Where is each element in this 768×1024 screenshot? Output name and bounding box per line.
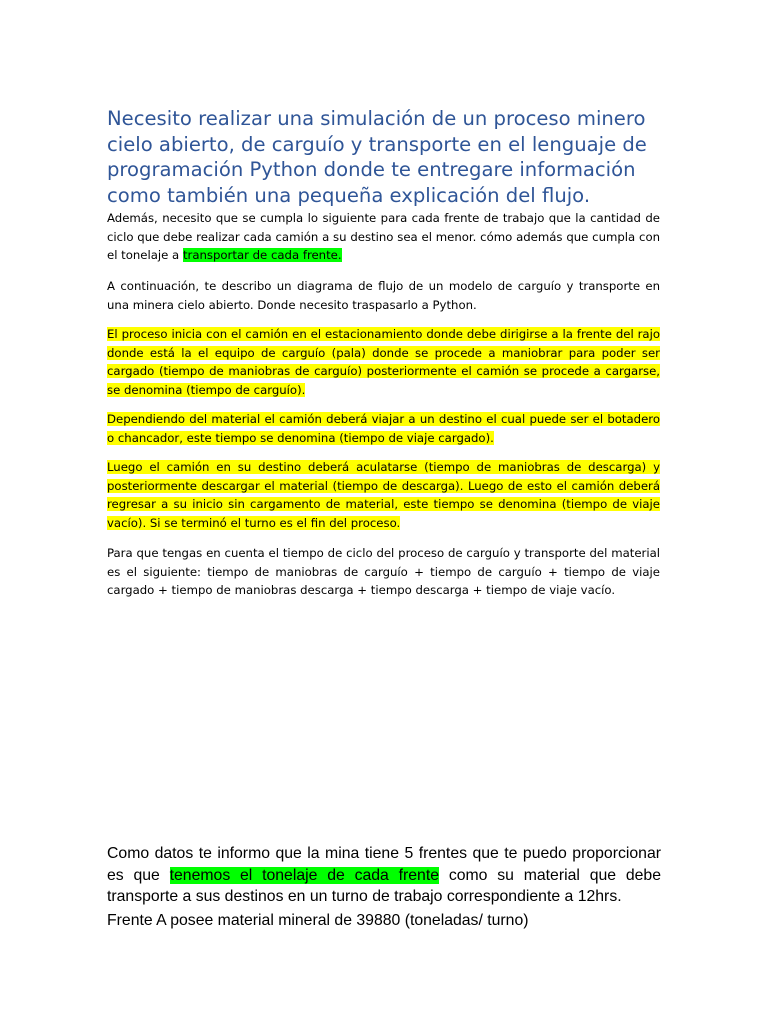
- paragraph-mine-data: [107, 843, 661, 908]
- green-highlight-text: tenemos el tonelaje de cada frente: [169, 866, 440, 884]
- paragraph-process-start: [107, 325, 660, 399]
- paragraph-loaded-travel: [107, 410, 660, 447]
- paragraph-text: Además, necesito que se cumpla lo siguiente para cada frente de trabajo que la cantidad de ciclo que debe realizar cada camión a su destino sea el menor. cómo además que cumpla con el tonelaje a: [107, 211, 660, 262]
- paragraph-requirements: [107, 209, 660, 265]
- yellow-highlight-text: El proceso inicia con el camión en el estacionamiento donde debe dirigirse a la frente del rajo donde está la el equipo de carguío (pala) donde se procede a maniobrar para poder ser cargado (tiempo de maniobras de carguío) posteriormente el camión se procede a cargarse, se denomina (tiempo de carguío).: [107, 327, 660, 397]
- yellow-highlight-text: Dependiendo del material el camión deberá viajar a un destino el cual puede ser el botadero o chancador, este tiempo se denomina (tiempo de viaje cargado).: [107, 412, 660, 445]
- paragraph-unloading: [107, 458, 660, 532]
- paragraph-front-a: Frente A posee material mineral de 39880 (toneladas/ turno): [107, 912, 529, 929]
- yellow-highlight-text: Luego el camión en su destino deberá aculatarse (tiempo de maniobras de descarga) y posteriormente descargar el material (tiempo de descarga). Luego de esto el camión deberá regresar a su inicio sin cargamento de material, este tiempo se denomina (tiempo de viaje vacío). Si se terminó el turno es el fin del proceso.: [107, 460, 660, 530]
- paragraph-text: como su material que debe transporte a sus destinos en un turno de trabajo correspondiente a 12hrs.: [107, 866, 661, 905]
- paragraph-intro-flow: A continuación, te describo un diagrama de flujo de un modelo de carguío y transporte en una minera cielo abierto. Donde necesito traspasarlo a Python.: [107, 279, 660, 312]
- paragraph-cycle-time: Para que tengas en cuenta el tiempo de ciclo del proceso de carguío y transporte del material es el siguiente: tiempo de maniobras de carguío + tiempo de carguío + tiempo de viaje cargado + tiempo de maniobras descarga + tiempo descarga + tiempo de viaje vacío.: [107, 546, 660, 597]
- paragraph-text: Como datos te informo que la mina tiene 5 frentes que te puedo proporcionar es que: [107, 845, 661, 884]
- document-title: Necesito realizar una simulación de un proceso minero cielo abierto, de carguío y transporte en el lenguaje de programación Python donde te entregare información como también una pequeña explicación del flujo.: [107, 107, 647, 207]
- green-highlight-text: transportar de cada frente.: [182, 248, 342, 262]
